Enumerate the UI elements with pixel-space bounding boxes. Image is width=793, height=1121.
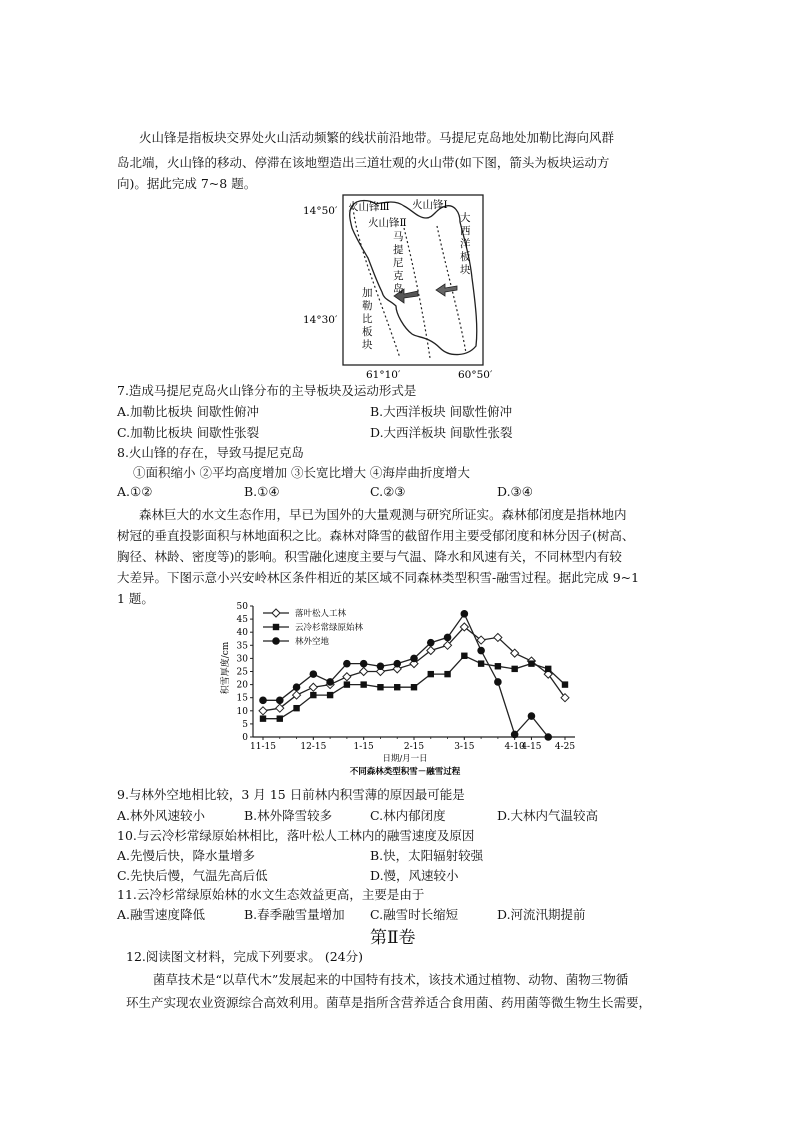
legend-marker: [272, 609, 280, 617]
passage1-line2: 岛北端，火山锋的移动、停滞在该地塑造出三道壮观的火山带(如下图，箭头为板块运动方: [117, 155, 610, 170]
q11-option-b[interactable]: B.春季融雪量增加: [244, 907, 345, 922]
data-point: [528, 712, 536, 720]
data-point: [260, 715, 266, 721]
q10-option-a[interactable]: A.先慢后快，降水量增多: [117, 848, 256, 863]
data-point: [461, 610, 469, 618]
y-tick-label: 10: [236, 706, 248, 717]
data-point: [377, 684, 383, 690]
x-tick-label: 1-15: [353, 742, 374, 752]
svg-text:块: 块: [362, 339, 373, 351]
legend-label: 云冷杉常绿原始林: [295, 623, 364, 633]
svg-text:板: 板: [362, 326, 373, 338]
data-point: [327, 692, 333, 698]
data-point: [259, 707, 267, 715]
svg-text:尼: 尼: [393, 257, 404, 269]
svg-text:克: 克: [393, 270, 404, 282]
passage2-line5: 1 题。: [117, 591, 154, 606]
data-point: [393, 660, 401, 668]
q8-option-a[interactable]: A.①②: [117, 484, 153, 499]
passage1-line1: 火山锋是指板块交界处火山活动频繁的线状前沿地带。马提尼克岛地处加勒比海向风群: [139, 130, 615, 145]
q10-option-c[interactable]: C.先快后慢，气温先高后低: [117, 868, 268, 883]
data-point: [309, 683, 317, 691]
data-point: [343, 673, 351, 681]
section-2-heading: 第Ⅱ卷: [370, 928, 416, 948]
y-tick-label: 20: [236, 680, 248, 691]
q9-option-c[interactable]: C.林内郁闭度: [370, 808, 446, 823]
x-tick-label: 11-15: [250, 742, 276, 752]
data-point: [478, 660, 484, 666]
q9-option-d[interactable]: D.大林内气温较高: [497, 808, 599, 823]
legend-marker: [273, 624, 279, 630]
q12-stem: 12.阅读图文材料，完成下列要求。 (24分): [126, 949, 364, 964]
passage1-line3: 向)。据此完成 7~8 题。: [117, 176, 257, 191]
q11-option-a[interactable]: A.融雪速度降低: [117, 907, 206, 922]
chart-title: 不同森林类型积雪－融雪过程: [349, 767, 461, 777]
data-point: [494, 678, 502, 686]
data-point: [561, 694, 569, 702]
y-axis-label: 积雪厚度/cm: [221, 641, 231, 695]
data-point: [343, 660, 351, 668]
y-tick-label: 35: [236, 641, 248, 652]
data-point: [293, 705, 299, 711]
data-point: [310, 670, 318, 678]
svg-text:西: 西: [460, 225, 471, 237]
x-tick-label: 12-15: [300, 742, 327, 752]
svg-text:洋: 洋: [460, 238, 471, 250]
svg-text:马: 马: [393, 231, 404, 243]
q8-option-b[interactable]: B.①④: [244, 484, 280, 499]
snow-depth-chart: [205, 598, 585, 778]
q7-option-c[interactable]: C.加勒比板块 间歇性张裂: [117, 425, 260, 440]
caribbean-plate-label: [362, 286, 373, 351]
data-point: [461, 653, 467, 659]
data-point: [444, 671, 450, 677]
svg-text:比: 比: [362, 313, 373, 325]
x-axis-label: 日期/月一日: [382, 754, 428, 764]
data-point: [360, 681, 366, 687]
lat-top-label: 14°50′: [303, 205, 338, 217]
q10-option-d[interactable]: D.慢，风速较小: [370, 868, 459, 883]
volcanic-front-map: [300, 188, 500, 383]
q8-items: ①面积缩小 ②平均高度增加 ③长宽比增大 ④海岸曲折度增大: [133, 465, 470, 480]
passage2-line2: 树冠的垂直投影面积与林地面积之比。森林对降雪的截留作用主要受郁闭度和林分因子(树高、: [117, 528, 635, 543]
q8-stem: 8.火山锋的存在，导致马提尼克岛: [117, 445, 304, 460]
svg-text:加: 加: [362, 287, 373, 299]
atlantic-plate-label: [460, 211, 471, 276]
q12-line1: 菌草技术是“以草代木”发展起来的中国特有技术，该技术通过植物、动物、菌物三物循: [153, 972, 629, 987]
q7-option-a[interactable]: A.加勒比板块 间歇性俯冲: [117, 404, 259, 419]
data-point: [511, 731, 519, 739]
y-tick-label: 50: [236, 602, 248, 612]
y-tick-label: 15: [236, 693, 248, 704]
passage2-line3: 胸径、林龄、密度等)的影响。积雪融化速度主要与气温、降水和风速有关，不同林型内有较: [117, 549, 622, 564]
q11-option-c[interactable]: C.融雪时长缩短: [370, 907, 459, 922]
svg-text:提: 提: [393, 244, 404, 256]
lon-left-label: 61°10′: [366, 369, 401, 381]
front-1-label: 火山锋Ⅰ: [412, 199, 448, 211]
q11-option-d[interactable]: D.河流汛期提前: [497, 907, 586, 922]
data-point: [477, 647, 485, 655]
y-tick-label: 40: [236, 628, 248, 639]
q10-stem: 10.与云冷杉常绿原始林相比，落叶松人工林内的融雪速度及原因: [117, 828, 475, 843]
q7-option-d[interactable]: D.大西洋板块 间歇性张裂: [370, 425, 513, 440]
data-point: [344, 681, 350, 687]
svg-text:板: 板: [460, 251, 471, 263]
passage2-line1: 森林巨大的水文生态作用，早已为国外的大量观测与研究所证实。森林郁闭度是指林地内: [139, 507, 627, 522]
x-tick-label: 4-15: [521, 742, 542, 752]
data-point: [544, 733, 552, 741]
x-tick-label: 4-25: [554, 742, 576, 752]
q11-stem: 11.云冷杉常绿原始林的水文生态效益更高，主要是由于: [117, 887, 425, 902]
data-point: [360, 660, 368, 668]
q7-stem: 7.造成马提尼克岛火山锋分布的主导板块及运动形式是: [117, 383, 417, 398]
data-point: [310, 692, 316, 698]
svg-text:块: 块: [460, 264, 471, 276]
lon-right-label: 60°50′: [458, 369, 493, 381]
x-tick-label: 4-10: [504, 742, 525, 752]
passage2-line4: 大差异。下图示意小兴安岭林区条件相近的某区域不同森林类型积雪-融雪过程。据此完成 9~1: [117, 570, 640, 585]
data-point: [545, 666, 551, 672]
data-point: [377, 662, 385, 670]
data-point: [326, 678, 334, 686]
data-point: [444, 634, 452, 642]
data-point: [276, 697, 284, 705]
data-point: [394, 684, 400, 690]
svg-text:岛: 岛: [393, 283, 404, 295]
q12-line2: 环生产实现农业资源综合高效利用。菌草是指所含营养适合食用菌、药用菌等微生物生长需要，: [126, 995, 652, 1010]
data-point: [528, 660, 534, 666]
data-point: [277, 715, 283, 721]
chart-legend: [263, 608, 364, 647]
data-point: [411, 684, 417, 690]
data-point: [427, 639, 435, 647]
data-point: [428, 671, 434, 677]
y-tick-label: 45: [236, 615, 248, 626]
data-point: [293, 683, 301, 691]
q8-option-d[interactable]: D.③④: [497, 484, 533, 499]
data-point: [562, 681, 568, 687]
q7-option-b[interactable]: B.大西洋板块 间歇性俯冲: [370, 404, 513, 419]
svg-text:大: 大: [460, 212, 471, 224]
q9-option-a[interactable]: A.林外风速较小: [117, 808, 206, 823]
data-point: [410, 655, 418, 663]
island-label: [393, 231, 404, 295]
q9-option-b[interactable]: B.林外降雪较多: [244, 808, 333, 823]
data-point: [511, 666, 517, 672]
data-point: [360, 668, 368, 676]
y-tick-label: 0: [242, 733, 248, 743]
lat-bottom-label: 14°30′: [303, 314, 338, 326]
q9-stem: 9.与林外空地相比较，3 月 15 日前林内积雪薄的原因最可能是: [117, 787, 465, 802]
x-tick-label: 2-15: [403, 742, 425, 752]
data-point: [495, 663, 501, 669]
legend-label: 林外空地: [295, 637, 330, 647]
y-tick-label: 25: [236, 667, 248, 678]
y-tick-label: 5: [242, 719, 248, 730]
legend-label: 落叶松人工林: [295, 609, 347, 619]
front-3-label: 火山锋Ⅲ: [348, 201, 390, 213]
svg-text:勒: 勒: [362, 300, 373, 312]
data-point: [259, 697, 267, 705]
y-tick-label: 30: [236, 654, 248, 665]
q10-option-b[interactable]: B.快，太阳辐射较强: [370, 848, 484, 863]
q8-option-c[interactable]: C.②③: [370, 484, 406, 499]
front-2-label: 火山锋Ⅱ: [368, 217, 407, 229]
legend-marker: [272, 637, 280, 645]
x-tick-label: 3-15: [454, 742, 475, 752]
